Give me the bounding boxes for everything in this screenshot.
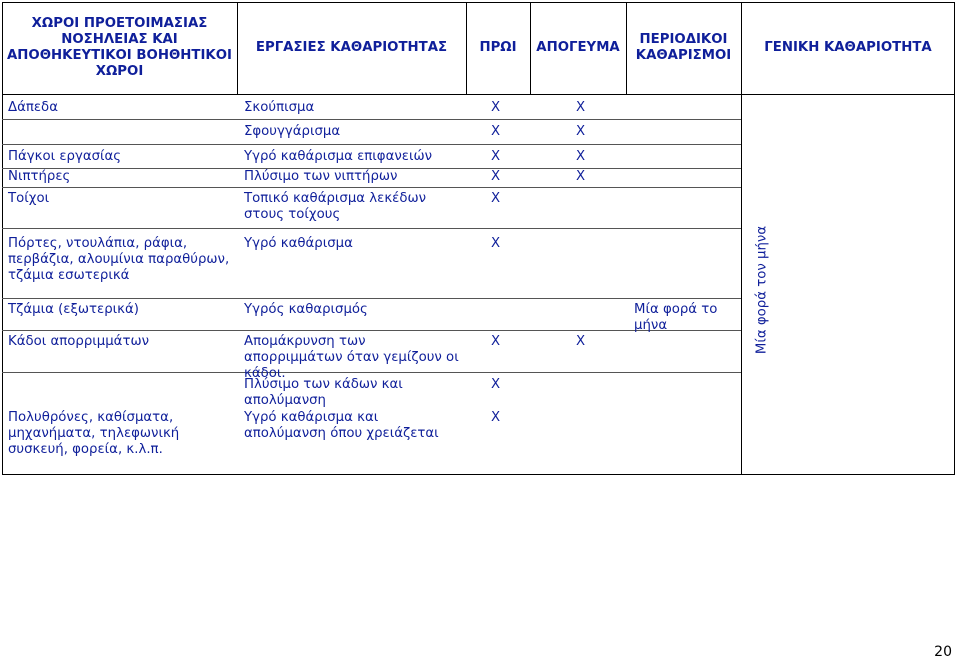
row-divider	[2, 119, 741, 120]
header-periodic: ΠΕΡΙΟΔΙΚΟΙ ΚΑΘΑΡΙΣΜΟΙ	[626, 2, 741, 95]
general-note-text: Μία φορά τον μήνα	[754, 225, 770, 355]
header-afternoon: ΑΠΟΓΕΥΜΑ	[530, 2, 626, 95]
morning-mark: X	[491, 334, 501, 349]
task-cell: Υγρό καθάρισμα και απολύμανση όπου χρειάζεται	[244, 410, 439, 441]
space-cell: Πόρτες, ντουλάπια, ράφια, περβάζια, αλουμίνια παραθύρων, τζάμια εσωτερικά	[8, 236, 230, 283]
morning-mark: X	[491, 377, 501, 392]
morning-mark: X	[491, 100, 501, 115]
task-cell: Απομάκρυνση των απορριμμάτων όταν γεμίζουν οι κάδοι.	[244, 334, 459, 381]
morning-mark: X	[491, 124, 501, 139]
space-cell: Κάδοι απορριμμάτων	[8, 334, 150, 349]
row-divider	[2, 144, 741, 145]
task-cell: Υγρό καθάρισμα	[244, 236, 353, 251]
morning-mark: X	[491, 410, 501, 425]
header-morning: ΠΡΩΙ	[466, 2, 530, 95]
space-cell: Τοίχοι	[8, 191, 50, 206]
afternoon-mark: X	[576, 169, 586, 184]
space-cell: Δάπεδα	[8, 100, 58, 115]
periodic-cell: Μία φορά το μήνα	[634, 302, 718, 333]
header-general: ΓΕΝΙΚΗ ΚΑΘΑΡΙΟΤΗΤΑ	[741, 2, 955, 95]
afternoon-mark: X	[576, 149, 586, 164]
task-cell: Υγρό καθάρισμα επιφανειών	[244, 149, 433, 164]
afternoon-mark: X	[576, 124, 586, 139]
space-cell: Νιπτήρες	[8, 169, 71, 184]
morning-mark: X	[491, 236, 501, 251]
task-cell: Τοπικό καθάρισμα λεκέδων στους τοίχους	[244, 191, 427, 222]
row-divider	[2, 330, 741, 331]
row-divider	[2, 187, 741, 188]
page-number: 20	[934, 644, 952, 660]
space-cell: Πολυθρόνες, καθίσματα, μηχανήματα, τηλεφωνική συσκευή, φορεία, κ.λ.π.	[8, 410, 180, 457]
general-note-cell	[742, 225, 782, 355]
task-cell: Σφουγγάρισμα	[244, 124, 341, 139]
morning-mark: X	[491, 149, 501, 164]
space-cell: Πάγκοι εργασίας	[8, 149, 122, 164]
afternoon-mark: X	[576, 334, 586, 349]
task-cell: Πλύσιμο των νιπτήρων	[244, 169, 398, 184]
row-divider	[2, 228, 741, 229]
task-cell: Σκούπισμα	[244, 100, 315, 115]
morning-mark: X	[491, 169, 501, 184]
morning-mark: X	[491, 191, 501, 206]
task-cell: Υγρός καθαρισμός	[244, 302, 368, 317]
header-spaces: ΧΩΡΟΙ ΠΡΟΕΤΟΙΜΑΣΙΑΣ ΝΟΣΗΛΕΙΑΣ ΚΑΙ ΑΠΟΘΗΚΕΥΤΙΚΟΙ ΒΟΗΘΗΤΙΚΟΙ ΧΩΡΟΙ	[2, 2, 237, 95]
header-tasks: ΕΡΓΑΣΙΕΣ ΚΑΘΑΡΙΟΤΗΤΑΣ	[237, 2, 466, 95]
afternoon-mark: X	[576, 100, 586, 115]
task-cell: Πλύσιμο των κάδων και απολύμανση	[244, 377, 403, 408]
row-divider	[2, 298, 741, 299]
space-cell: Τζάμια (εξωτερικά)	[8, 302, 139, 317]
